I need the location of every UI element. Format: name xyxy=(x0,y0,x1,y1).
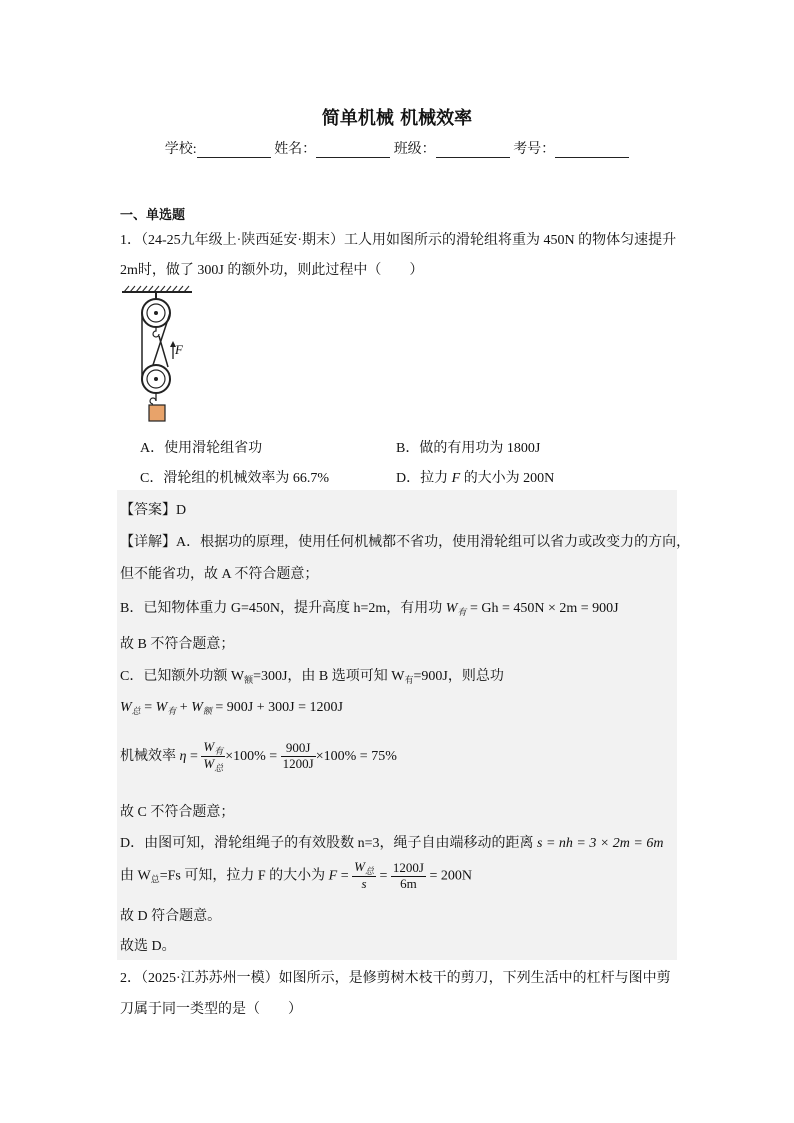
choice-b[interactable]: B．做的有用功为 1800J xyxy=(396,441,541,456)
d-text2b: =Fs 可知，拉力 F 的大小为 xyxy=(159,868,326,884)
c-total-formula: $W_总 = W_有 + W_额 = 900J + 300J = 1200J$ xyxy=(120,700,343,716)
c-text: C．已知额外功额 W xyxy=(120,669,245,684)
choice-d-post: 的大小为 200N xyxy=(460,471,555,486)
detail-b-line xyxy=(120,597,619,618)
school-label: 学校: xyxy=(164,142,197,157)
final-answer: 故选 D。 xyxy=(120,939,176,954)
class-label: 班级： xyxy=(393,142,436,157)
school-blank xyxy=(197,143,271,158)
name-blank xyxy=(316,143,390,158)
eff-label: 机械效率 xyxy=(120,749,176,765)
d-text2a: 由 W xyxy=(120,868,151,884)
choice-d-var: F xyxy=(451,471,461,486)
d-result: = 200N xyxy=(429,868,472,884)
c-text3: =900J，则总功 xyxy=(413,669,504,684)
number-label: 考号： xyxy=(513,142,556,157)
c-formula: = 900J + 300J = 1200J xyxy=(215,700,343,715)
choice-a[interactable]: A．使用滑轮组省功 xyxy=(140,441,263,456)
choice-d[interactable] xyxy=(396,467,554,487)
eff-result: ×100% = 75% xyxy=(315,749,397,765)
eff-value-fraction: $\frac{900J}{1200J}$ xyxy=(282,740,314,772)
sub-total: 总 xyxy=(150,874,160,885)
number-blank xyxy=(555,143,629,158)
sub-useful: 有 xyxy=(404,675,414,685)
pulley-figure xyxy=(118,283,198,428)
d-value-fraction: $\frac{1200J}{6m}$ xyxy=(392,859,424,891)
d-conclusion: 故 D 符合题意。 xyxy=(120,909,222,924)
name-label: 姓名： xyxy=(274,142,317,157)
q1-line1: 1．（24-25九年级上·陕西延安·期末）工人用如图所示的滑轮组将重为 450N 的物体匀速提升 xyxy=(120,233,677,248)
q2-line2: 刀属于同一类型的是（ ） xyxy=(120,1002,302,1017)
q2-line1: 2．（2025·江苏苏州一模）如图所示，是修剪树木枝干的剪刀，下列生活中的杠杆与图中剪 xyxy=(120,971,671,986)
eff-symbol-fraction: $\frac{W_有}{W_总}$ xyxy=(203,739,224,774)
d-symbol-fraction: $\frac{W_总}{s}$ xyxy=(354,859,374,892)
detail-line-2: 但不能省功，故 A 不符合题意； xyxy=(120,567,319,582)
b-formula: = Gh = 450N × 2m = 900J xyxy=(469,601,619,616)
answer-line: 【答案】D xyxy=(120,503,187,518)
c-conclusion: 故 C 不符合题意； xyxy=(120,805,235,820)
page-title: 简单机械 机械效率 xyxy=(321,108,473,129)
force-label-F: F xyxy=(175,342,183,357)
d-force-line: 由 $W_总=Fs$ 可知，拉力 F 的大小为 F = $\frac{W_总}{s}$ = $\frac{1200J}{6m}$ = 200N xyxy=(120,859,472,892)
sub-extra: 额 xyxy=(244,675,254,685)
d-text: D．由图可知，滑轮组绳子的有效股数 n=3，绳子自由端移动的距离 xyxy=(120,836,534,851)
efficiency-line: 机械效率 η = $\frac{W_有}{W_总}$ ×100% = $\frac{900J}{1200J}$ ×100% = 75% xyxy=(120,739,397,774)
choice-d-pre: D．拉力 xyxy=(396,471,452,486)
choice-c[interactable]: C．滑轮组的机械效率为 66.7% xyxy=(140,471,329,486)
c-text2: =300J，由 B 选项可知 W xyxy=(253,669,405,684)
section-title: 一、单选题 xyxy=(120,207,186,222)
q1-line2: 2m时，做了 300J 的额外功，则此过程中（ ） xyxy=(120,263,424,278)
detail-line-1: 【详解】A．根据功的原理，使用任何机械都不省功，使用滑轮组可以省力或改变力的方向， xyxy=(120,535,691,550)
w-useful-symbol: $W_有$ xyxy=(445,601,467,617)
class-blank xyxy=(436,143,510,158)
b-text: B．已知物体重力 G=450N，提升高度 h=2m，有用功 xyxy=(120,601,443,616)
d-formula: s = nh = 3 × 2m = 6m xyxy=(537,836,664,851)
detail-d-line xyxy=(120,832,663,852)
detail-c-line xyxy=(120,665,504,686)
b-conclusion: 故 B 不符合题意； xyxy=(120,637,235,652)
student-info-line xyxy=(0,138,794,158)
eff-tail: ×100% = xyxy=(225,749,281,765)
